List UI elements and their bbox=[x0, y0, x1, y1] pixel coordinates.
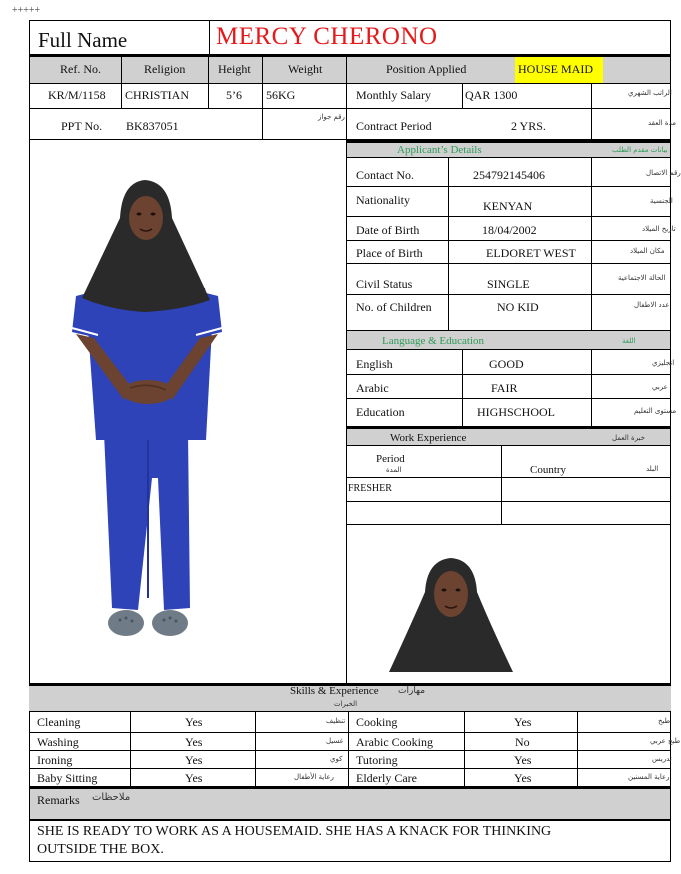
skill-baby-sitting-label: Baby Sitting bbox=[37, 771, 98, 785]
name-header bbox=[29, 20, 671, 56]
religion-header: Religion bbox=[144, 62, 186, 76]
skill-elderly-care-value: Yes bbox=[514, 771, 532, 785]
ppt-no-label: PPT No. bbox=[61, 119, 103, 133]
country-label: Country bbox=[530, 464, 567, 476]
contact-no-label: Contact No. bbox=[356, 168, 414, 182]
remarks-label: Remarks bbox=[37, 793, 80, 807]
full-name-value: MERCY CHERONO bbox=[216, 23, 438, 50]
nationality-arabic: الجنسية bbox=[650, 197, 673, 205]
skill-ironing-label: Ironing bbox=[37, 753, 73, 767]
date-of-birth-arabic: تاريخ الميلاد bbox=[642, 225, 676, 233]
nationality-label: Nationality bbox=[356, 193, 410, 207]
period-label: Period bbox=[376, 453, 405, 465]
skill-arabic-cooking-value: No bbox=[515, 735, 530, 749]
education-arabic: مستوى التعليم bbox=[634, 407, 677, 415]
civil-status-value: SINGLE bbox=[487, 277, 530, 291]
skill-cleaning-label: Cleaning bbox=[37, 715, 81, 729]
nationality-value: KENYAN bbox=[483, 199, 533, 213]
skill-tutoring-label: Tutoring bbox=[356, 753, 398, 767]
period-arabic: المدة bbox=[386, 466, 402, 474]
weight-value: 56KG bbox=[266, 88, 296, 102]
contract-period-value: 2 YRS. bbox=[511, 119, 546, 133]
ppt-no-value: BK837051 bbox=[126, 119, 179, 133]
contract-period-arabic: مدة العقد bbox=[648, 119, 676, 127]
skill-ironing-arabic: كوي bbox=[330, 755, 343, 763]
skill-cleaning-value: Yes bbox=[185, 715, 203, 729]
ppt-no-arabic: رقم جواز bbox=[318, 113, 345, 121]
skill-arabic-cooking-arabic: طبخ عربي bbox=[650, 737, 681, 745]
portrait-photo bbox=[385, 556, 515, 672]
skill-tutoring-arabic: تدريس bbox=[652, 755, 672, 763]
position-applied-value: HOUSE MAID bbox=[518, 62, 593, 76]
skill-ironing-value: Yes bbox=[185, 753, 203, 767]
monthly-salary-arabic: الراتب الشهري bbox=[628, 89, 672, 97]
education-label: Education bbox=[356, 405, 405, 419]
skill-elderly-care-arabic: رعاية المسنين bbox=[628, 773, 670, 781]
skill-baby-sitting-value: Yes bbox=[185, 771, 203, 785]
english-arabic: انجليزي bbox=[652, 359, 675, 367]
skills-title: Skills & Experience bbox=[290, 685, 379, 697]
work-experience-entry: FRESHER bbox=[348, 483, 392, 494]
skill-baby-sitting-arabic: رعاية الأطفال bbox=[294, 773, 334, 781]
weight-header: Weight bbox=[288, 62, 323, 76]
no-of-children-value: NO KID bbox=[497, 300, 539, 314]
no-of-children-label: No. of Children bbox=[356, 300, 432, 314]
english-label: English bbox=[356, 357, 393, 371]
height-header: Height bbox=[218, 62, 251, 76]
civil-status-label: Civil Status bbox=[356, 277, 413, 291]
height-value: 5’6 bbox=[226, 88, 242, 102]
place-of-birth-arabic: مكان الميلاد bbox=[630, 247, 665, 255]
arabic-arabic: عربي bbox=[652, 383, 668, 391]
skill-washing-arabic: غسيل bbox=[326, 737, 344, 745]
contact-no-arabic: رقم الاتصال bbox=[646, 169, 681, 177]
language-education-arabic: اللغة bbox=[622, 337, 636, 345]
work-experience-arabic: خبرة العمل bbox=[612, 434, 645, 442]
ref-no-header: Ref. No. bbox=[60, 62, 101, 76]
skill-cleaning-arabic: تنظيف bbox=[326, 717, 346, 725]
civil-status-arabic: الحالة الاجتماعية bbox=[618, 274, 666, 282]
english-value: GOOD bbox=[489, 357, 524, 371]
work-experience-title: Work Experience bbox=[390, 432, 467, 444]
monthly-salary-label: Monthly Salary bbox=[356, 88, 431, 102]
remarks-text-line1: SHE IS READY TO WORK AS A HOUSEMAID. SHE HAS A KNACK FOR THINKING bbox=[37, 824, 552, 839]
applicant-details-title: Applicant’s Details bbox=[397, 144, 482, 156]
skill-cooking-arabic: طبخ bbox=[658, 717, 671, 725]
ref-no-value: KR/M/1158 bbox=[48, 88, 106, 102]
skill-washing-value: Yes bbox=[185, 735, 203, 749]
position-applied-header: Position Applied bbox=[386, 62, 467, 76]
arabic-label: Arabic bbox=[356, 381, 389, 395]
full-name-label: Full Name bbox=[38, 28, 128, 52]
country-arabic: البلد bbox=[646, 465, 659, 473]
language-education-title: Language & Education bbox=[382, 335, 485, 347]
remarks-text-line2: OUTSIDE THE BOX. bbox=[37, 842, 164, 857]
skill-elderly-care-label: Elderly Care bbox=[356, 771, 417, 785]
skill-tutoring-value: Yes bbox=[514, 753, 532, 767]
arabic-value: FAIR bbox=[491, 381, 518, 395]
skills-subtitle-arabic: الخبرات bbox=[334, 700, 358, 708]
full-body-photo bbox=[60, 178, 230, 650]
skills-title-arabic: مهارات bbox=[398, 686, 426, 696]
place-of-birth-value: ELDORET WEST bbox=[486, 246, 576, 260]
skill-arabic-cooking-label: Arabic Cooking bbox=[356, 735, 433, 749]
contact-no-value: 254792145406 bbox=[473, 168, 545, 182]
religion-value: CHRISTIAN bbox=[125, 88, 190, 102]
no-of-children-arabic: عدد الاطفال bbox=[634, 301, 670, 309]
date-of-birth-label: Date of Birth bbox=[356, 223, 420, 237]
monthly-salary-value: QAR 1300 bbox=[465, 88, 518, 102]
corner-marks: +++++ bbox=[12, 5, 41, 16]
education-value: HIGHSCHOOL bbox=[477, 405, 555, 419]
place-of-birth-label: Place of Birth bbox=[356, 246, 423, 260]
skill-cooking-label: Cooking bbox=[356, 715, 398, 729]
remarks-arabic: ملاحظات bbox=[92, 792, 131, 803]
skill-cooking-value: Yes bbox=[514, 715, 532, 729]
applicant-details-arabic: بيانات مقدم الطلب bbox=[612, 146, 668, 154]
contract-period-label: Contract Period bbox=[356, 119, 432, 133]
date-of-birth-value: 18/04/2002 bbox=[482, 223, 537, 237]
skill-washing-label: Washing bbox=[37, 735, 79, 749]
